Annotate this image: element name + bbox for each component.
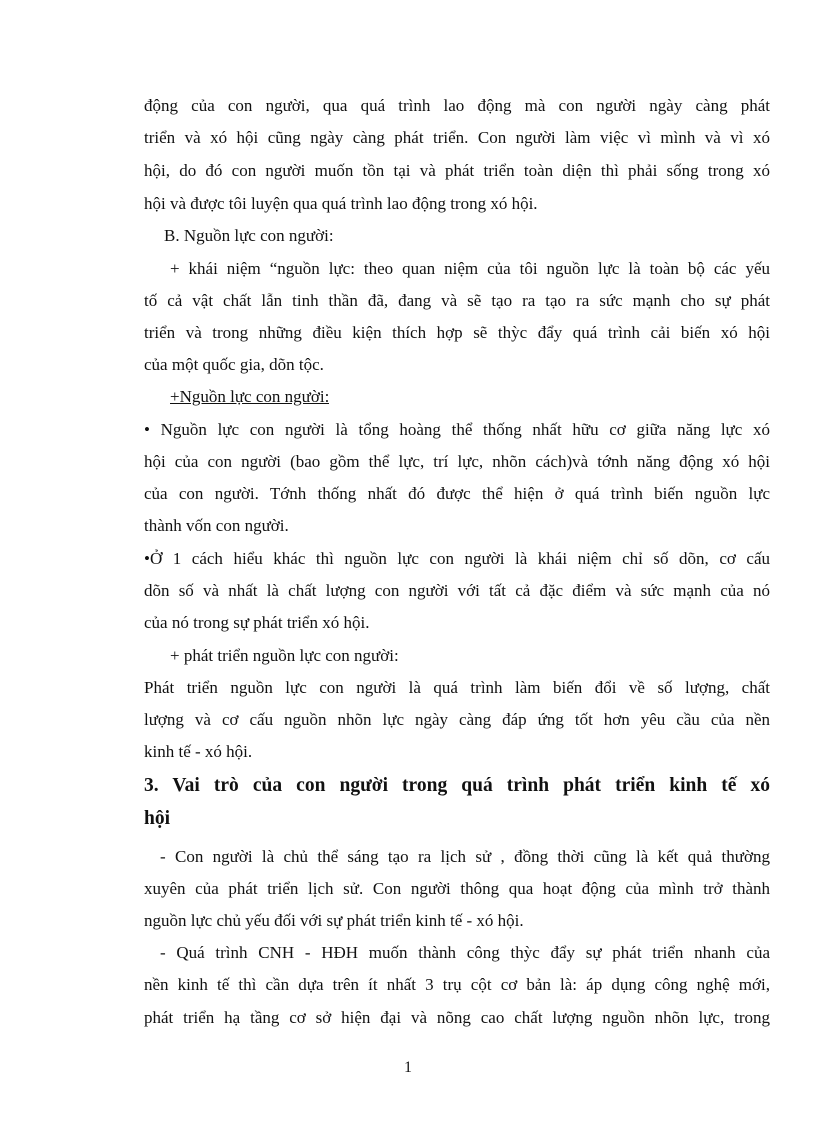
body-line-25: xuyên của phát triển lịch sử. Con người thông qua hoạt động của mình trở thành <box>144 879 770 898</box>
body-line-7: tố cả vật chất lẫn tinh thần đã, đang và sẽ tạo ra tạo ra sức mạnh cho sự phát <box>144 291 770 310</box>
body-line-20: lượng và cơ cấu nguồn nhõn lực ngày càng đáp ứng tốt hơn yêu cầu của nền <box>144 710 770 729</box>
body-line-9: của một quốc gia, dõn tộc. <box>144 355 324 374</box>
body-line-15: •Ở 1 cách hiểu khác thì nguồn lực con người là khái niệm chỉ số dõn, cơ cấu <box>144 549 770 568</box>
body-line-8: triển và trong những điều kiện thích hợp sẽ thỳc đẩy quá trình cải biến xó hội <box>144 323 770 342</box>
body-line-12: hội của con người (bao gồm thể lực, trí lực, nhõn cách)và tớnh năng động xó hội <box>144 452 770 471</box>
subheading-human-resources: +Nguồn lực con người: <box>170 387 330 406</box>
body-line-3: hội, do đó con người muốn tồn tại và phát triển toàn diện thì phải sống trong xó <box>144 161 770 180</box>
body-line-16: dõn số và nhất là chất lượng con người với tất cả đặc điểm và sức mạnh của nó <box>144 581 770 600</box>
body-line-21: kinh tế - xó hội. <box>144 742 253 761</box>
body-line-4: hội và được tôi luyện qua quá trình lao động trong xó hội. <box>144 194 538 213</box>
section-b-title: B. Nguồn lực con người: <box>164 226 334 245</box>
body-line-14: thành vốn con người. <box>144 516 289 535</box>
body-line-27: - Quá trình CNH - HĐH muốn thành công thỳc đẩy sự phát triển nhanh của <box>160 943 770 962</box>
body-line-29: phát triển hạ tầng cơ sở hiện đại và nõng cao chất lượng nguồn nhõn lực, trong <box>144 1008 770 1027</box>
section-3-heading-line-2: hội <box>144 808 171 829</box>
body-line-26: nguồn lực chủ yếu đối với sự phát triển kinh tế - xó hội. <box>144 911 524 930</box>
subheading-development: + phát triển nguồn lực con người: <box>170 646 399 665</box>
body-line-19: Phát triển nguồn lực con người là quá trình làm biến đổi về số lượng, chất <box>144 678 770 697</box>
page-number: 1 <box>404 1059 412 1076</box>
body-line-2: triển và xó hội cũng ngày càng phát triển. Con người làm việc vì mình và vì xó <box>144 128 770 147</box>
body-line-13: của con người. Tớnh thống nhất đó được thể hiện ở quá trình biến nguồn lực <box>144 484 770 503</box>
body-line-24: - Con người là chủ thể sáng tạo ra lịch sử , đồng thời cũng là kết quả thường <box>160 847 770 866</box>
body-line-11: • Nguồn lực con người là tổng hoàng thể thống nhất hữu cơ giữa năng lực xó <box>144 420 770 439</box>
section-3-heading-line-1: 3. Vai trò của con người trong quá trình phát triển kinh tế xó <box>144 775 770 796</box>
body-line-17: của nó trong sự phát triển xó hội. <box>144 613 370 632</box>
body-line-28: nền kinh tế thì cần dựa trên ít nhất 3 trụ cột cơ bản là: áp dụng công nghệ mới, <box>144 975 770 994</box>
body-line-6: + khái niệm “nguồn lực: theo quan niệm của tôi nguồn lực là toàn bộ các yếu <box>170 259 770 278</box>
body-line-1: động của con người, qua quá trình lao động mà con người ngày càng phát <box>144 96 770 115</box>
